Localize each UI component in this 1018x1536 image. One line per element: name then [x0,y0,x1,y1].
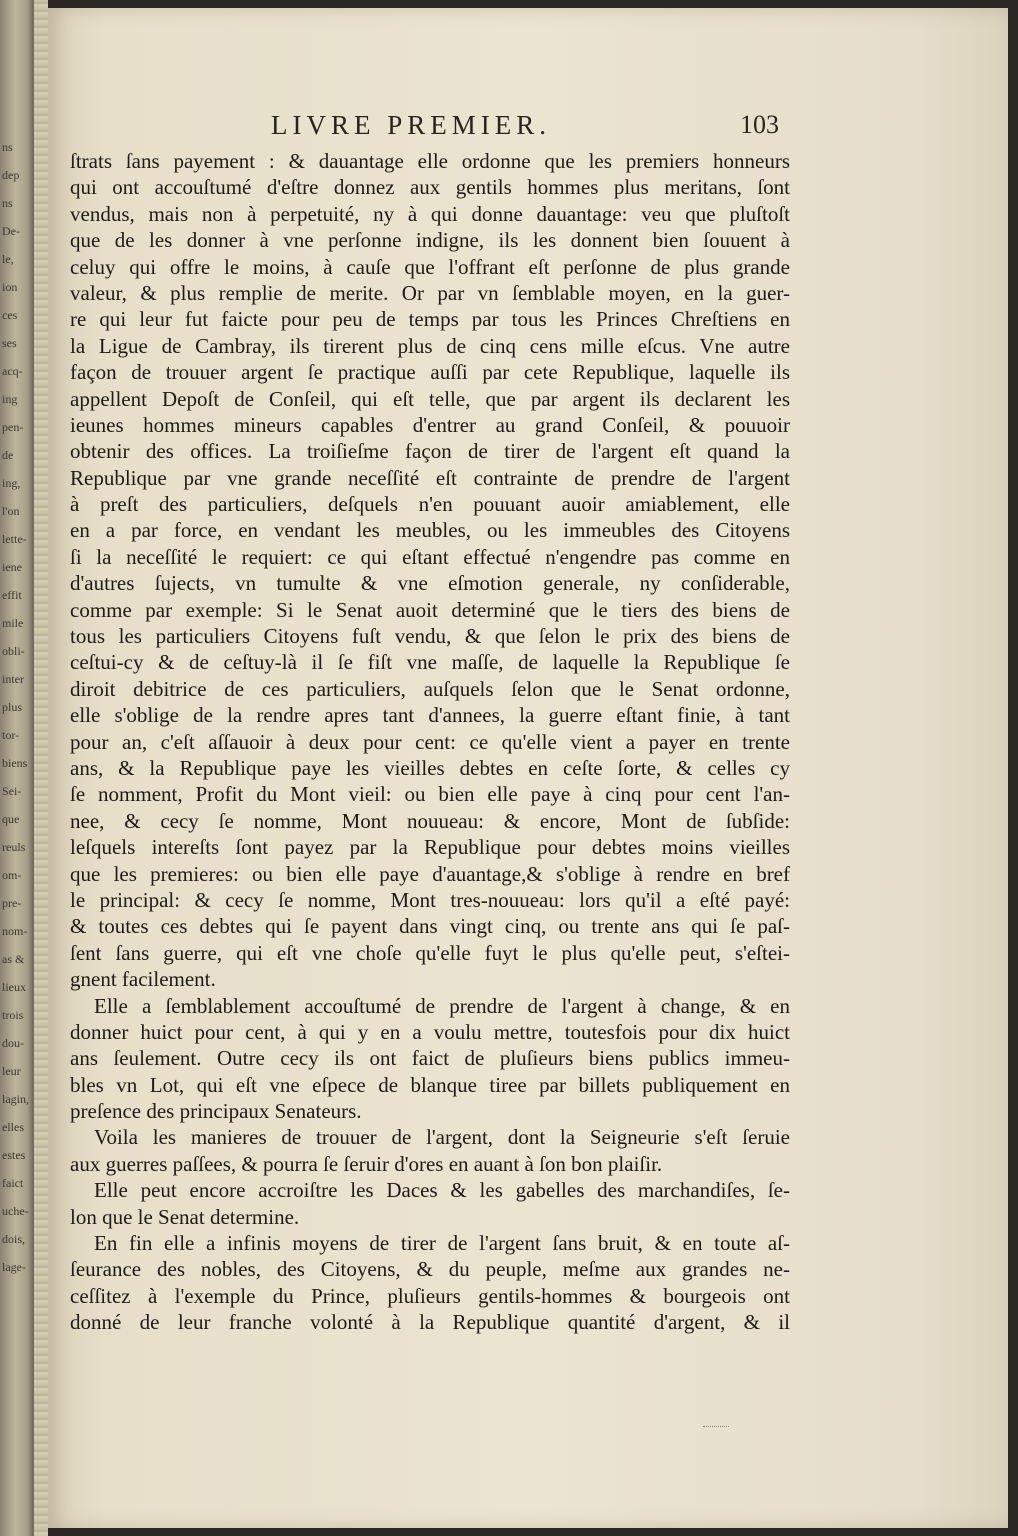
margin-fragment: ns [2,140,13,154]
page-header [48,110,1008,146]
text-line: ieunes hommes mineurs capables d'entrer au grand Conſeil, & pouuoir [70,412,790,437]
text-line: ceſſitez à l'exemple du Prince, pluſieurs gentils-hommes & bourgeois ont [70,1283,790,1308]
body-text [70,148,790,1336]
margin-fragment: lette- [2,532,27,546]
text-line: qui ont accouſtumé d'eſtre donnez aux gentils hommes plus meritans, ſont [70,175,790,200]
margin-fragment: ing [2,392,18,406]
text-line: la Ligue de Cambray, ils tirerent plus de cinq cens mille eſcus. Vne autre [70,333,790,358]
text-line: le principal: & cecy ſe nomme, Mont tres-nouueau: lors qu'il a eſté payé: [70,887,790,912]
margin-fragment: dou- [2,1036,24,1050]
faint-page-mark [703,1426,729,1431]
text-line: ans ſeulement. Outre cecy ils ont faict de pluſieurs biens publics immeu- [70,1046,790,1071]
text-line: ſtrats ſans payement : & dauantage elle ordonne que les premiers honneurs [70,149,790,173]
margin-fragment: uche- [2,1204,29,1218]
text-line: aux guerres paſſees, & pourra ſe ſeruir d'ores en auant à ſon bon plaiſir. [70,1151,663,1176]
text-line: donné de leur franche volonté à la Republique quantité d'argent, & il [70,1310,790,1335]
text-line: que de les donner à vne perſonne indigne, ils les donnent bien ſouuent à [70,228,790,253]
text-line: bles vn Lot, qui eſt vne eſpece de blanque tiree par billets publiquement en [70,1072,790,1097]
text-line: que les premieres: ou bien elle paye d'auantage,& s'oblige à rendre en bref [70,861,790,886]
margin-fragment: de [2,448,14,462]
margin-fragment: tor- [2,728,20,742]
text-line: En fin elle a infinis moyens de tirer de l'argent ſans bruit, & en toute aſ- [94,1231,790,1256]
margin-fragment: acq- [2,364,23,378]
margin-fragment: ion [2,280,18,294]
text-line: ſi la neceſſité le requiert: ce qui eſtant effectué n'engendre pas comme en [70,544,790,569]
text-line: diroit debitrice de ces particuliers, auſquels ſelon que le Senat ordonne, [70,676,790,701]
margin-fragment: faict [2,1176,24,1190]
margin-fragment: elles [2,1120,24,1134]
margin-fragment: biens [2,756,28,770]
text-line: pour an, c'eſt aſſauoir à deux pour cent: ce qu'elle vient a payer en trente [70,729,790,754]
text-line: Elle peut encore accroiſtre les Daces & les gabelles des marchandiſes, ſe- [94,1178,790,1203]
text-line: preſence des principaux Senateurs. [70,1099,362,1124]
book-page [48,8,1008,1528]
text-line: d'autres ſujects, vn tumulte & vne eſmotion generale, ny conſiderable, [70,571,790,596]
text-line: gnent facilement. [70,967,216,992]
text-line: & toutes ces debtes qui ſe payent dans vingt cinq, ou trente ans qui ſe paſ- [70,914,790,939]
text-line: appellent Depoſt de Conſeil, qui eſt telle, que par argent ils declarent les [70,386,790,411]
text-line: à preſt des particuliers, deſquels n'en pouuant auoir amiablement, elle [70,492,790,517]
margin-fragment: Sei- [2,784,22,798]
text-line: obtenir des offices. La troiſieſme façon de tirer de l'argent eſt quand la [70,439,790,464]
text-line: donner huict pour cent, à qui y en a voulu mettre, toutesfois pour dix huict [70,1019,790,1044]
previous-page-margin [0,0,34,1536]
margin-fragment: ing, [2,476,21,490]
margin-fragment: nom- [2,924,28,938]
margin-fragment: estes [2,1148,26,1162]
margin-fragment: trois [2,1008,24,1022]
margin-fragment: leur [2,1064,21,1078]
text-line: Elle a ſemblablement accouſtumé de prendre de l'argent à change, & en [94,993,790,1018]
margin-fragment: as & [2,952,25,966]
margin-fragment: le, [2,252,14,266]
margin-fragment: ns [2,196,13,210]
text-line: elle s'oblige de la rendre apres tant d'annees, la guerre eſtant finie, à tant [70,703,790,728]
text-line: tous les particuliers Citoyens fuſt vendu, & que ſelon le prix des biens de [70,624,790,649]
page-edge-stack [34,0,48,1536]
margin-fragment: que [2,812,20,826]
text-line: Republique par vne grande neceſſité eſt contrainte de prendre de l'argent [70,465,790,490]
text-line: valeur, & plus remplie de merite. Or par vn ſemblable moyen, en la guer- [70,280,790,305]
text-line: nee, & cecy ſe nomme, Mont nouueau: & encore, Mont de ſubſide: [70,808,790,833]
text-line: Voila les manieres de trouuer de l'argent, dont la Seigneurie s'eſt ſeruie [94,1125,790,1150]
margin-fragment: De- [2,224,20,238]
margin-fragment: lage- [2,1260,26,1274]
text-line: re qui leur fut faicte pour peu de temps par tous les Princes Chreſtiens en [70,307,790,332]
text-line: celuy qui offre le moins, à cauſe que l'offrant eſt perſonne de plus grande [70,254,790,279]
text-line: leſquels intereſts ſont payez par la Republique pour debtes moins vieilles [70,835,790,860]
text-line: vendus, mais non à perpetuité, ny à qui donne dauantage: veu que pluſtoſt [70,201,790,226]
text-line: façon de trouuer argent ſe practique auſſi par cete Republique, laquelle ils [70,360,790,385]
text-line: ans, & la Republique paye les vieilles debtes en ceſte ſorte, & celles cy [70,755,790,780]
margin-fragment: effit [2,588,22,602]
text-line: ſe nomment, Profit du Mont vieil: ou bien elle paye à cinq pour cent l'an- [70,782,790,807]
text-line: ſent ſans guerre, qui eſt vne choſe qu'elle fuyt le plus qu'elle peut, s'eſtei- [70,940,790,965]
margin-fragment: mile [2,616,24,630]
text-line: en a par force, en vendant les meubles, ou les immeubles des Citoyens [70,518,790,543]
margin-fragment: pre- [2,896,22,910]
margin-fragment: dep [2,168,20,182]
page-number: 103 [740,110,779,139]
margin-fragment: lagin, [2,1092,29,1106]
text-line: ſeurance des nobles, des Citoyens, & du peuple, meſme aux grandes ne- [70,1257,790,1282]
margin-fragment: inter [2,672,24,686]
margin-fragment: om- [2,868,22,882]
margin-fragment: dois, [2,1232,26,1246]
text-line: comme par exemple: Si le Senat auoit determiné que le tiers des biens de [70,597,790,622]
margin-fragment: pen- [2,420,24,434]
margin-fragment: plus [2,700,23,714]
text-line: ceſtui-cy & de ceſtuy-là il ſe fiſt vne maſſe, de laquelle la Republique ſe [70,650,790,675]
margin-fragment: ses [2,336,17,350]
margin-fragment: obli- [2,644,25,658]
text-line: lon que le Senat determine. [70,1204,300,1229]
running-head: LIVRE PREMIER. [271,110,552,140]
margin-fragment: iene [2,560,22,574]
margin-fragment: reuls [2,840,26,854]
margin-fragment: l'on [2,504,20,518]
margin-fragment: ces [2,308,18,322]
margin-fragment: lieux [2,980,26,994]
